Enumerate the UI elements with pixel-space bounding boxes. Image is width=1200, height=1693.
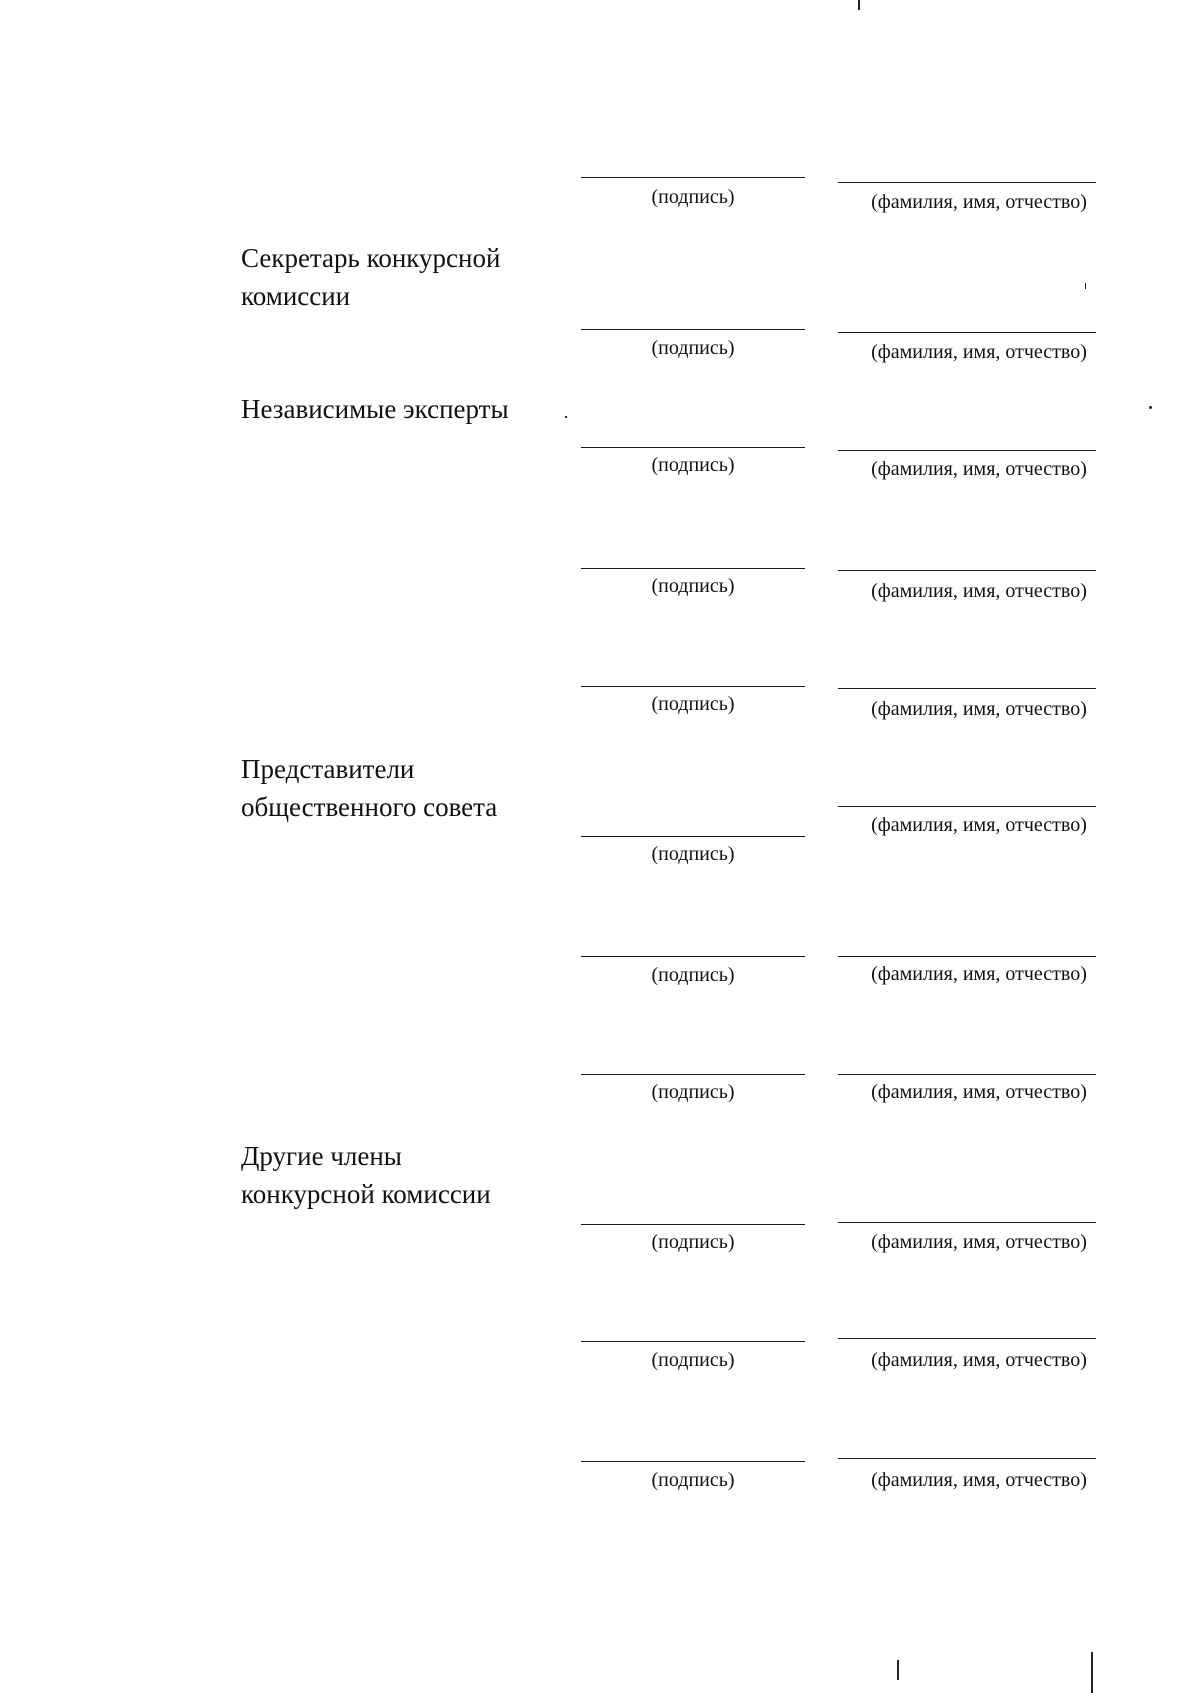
name-caption: (фамилия, имя, отчество)	[871, 1081, 1087, 1103]
signature-caption: (подпись)	[651, 1081, 735, 1103]
signature-line	[581, 1224, 805, 1225]
name-caption: (фамилия, имя, отчество)	[871, 191, 1087, 213]
signature-caption: (подпись)	[651, 1469, 735, 1491]
name-caption: (фамилия, имя, отчество)	[871, 458, 1087, 480]
name-caption: (фамилия, имя, отчество)	[871, 963, 1087, 985]
scan-mark	[1091, 1652, 1093, 1693]
signature-line	[581, 1074, 805, 1075]
section-label-line: Секретарь конкурсной	[241, 243, 501, 273]
signature-caption: (подпись)	[651, 575, 735, 597]
scan-dot	[565, 416, 567, 418]
name-line	[838, 1074, 1096, 1075]
name-caption: (фамилия, имя, отчество)	[871, 341, 1087, 363]
scan-mark	[897, 1660, 899, 1680]
name-line	[838, 570, 1096, 571]
signature-line	[581, 568, 805, 569]
signature-caption: (подпись)	[651, 1231, 735, 1253]
scan-mark	[1085, 283, 1086, 289]
section-label-line: конкурсной комиссии	[241, 1179, 491, 1209]
signature-line	[581, 1461, 805, 1462]
name-line	[838, 182, 1096, 183]
name-caption: (фамилия, имя, отчество)	[871, 698, 1087, 720]
signature-line	[581, 686, 805, 687]
section-label-other-members	[241, 1137, 491, 1213]
section-label-public-council	[241, 750, 497, 826]
section-label-line: комиссии	[241, 281, 351, 311]
name-line	[838, 332, 1096, 333]
name-caption: (фамилия, имя, отчество)	[871, 1349, 1087, 1371]
name-caption: (фамилия, имя, отчество)	[871, 1231, 1087, 1253]
signature-line	[581, 836, 805, 837]
name-line	[838, 806, 1096, 807]
signature-caption: (подпись)	[651, 964, 735, 986]
signature-caption: (подпись)	[651, 337, 735, 359]
signature-caption: (подпись)	[651, 843, 735, 865]
section-label-secretary	[241, 239, 500, 315]
name-caption: (фамилия, имя, отчество)	[871, 1469, 1087, 1491]
name-line	[838, 688, 1096, 689]
signature-line	[581, 177, 805, 178]
name-line	[838, 1338, 1096, 1339]
signature-line	[581, 329, 805, 330]
section-label-experts	[241, 390, 509, 428]
scan-dot	[1149, 406, 1152, 409]
signature-line	[581, 1341, 805, 1342]
name-line	[838, 956, 1096, 957]
signature-line	[581, 447, 805, 448]
section-label-line: общественного совета	[241, 792, 498, 822]
section-label-line: Другие члены	[241, 1141, 402, 1171]
name-caption: (фамилия, имя, отчество)	[871, 814, 1087, 836]
name-line	[838, 450, 1096, 451]
name-line	[838, 1458, 1096, 1459]
signature-caption: (подпись)	[651, 454, 735, 476]
signature-caption: (подпись)	[651, 186, 735, 208]
section-label-line: Независимые эксперты	[241, 394, 509, 424]
name-caption: (фамилия, имя, отчество)	[871, 580, 1087, 602]
signature-line	[581, 956, 805, 957]
scan-mark	[858, 0, 860, 10]
name-line	[838, 1222, 1096, 1223]
signature-caption: (подпись)	[651, 693, 735, 715]
signature-caption: (подпись)	[651, 1349, 735, 1371]
section-label-line: Представители	[241, 754, 415, 784]
